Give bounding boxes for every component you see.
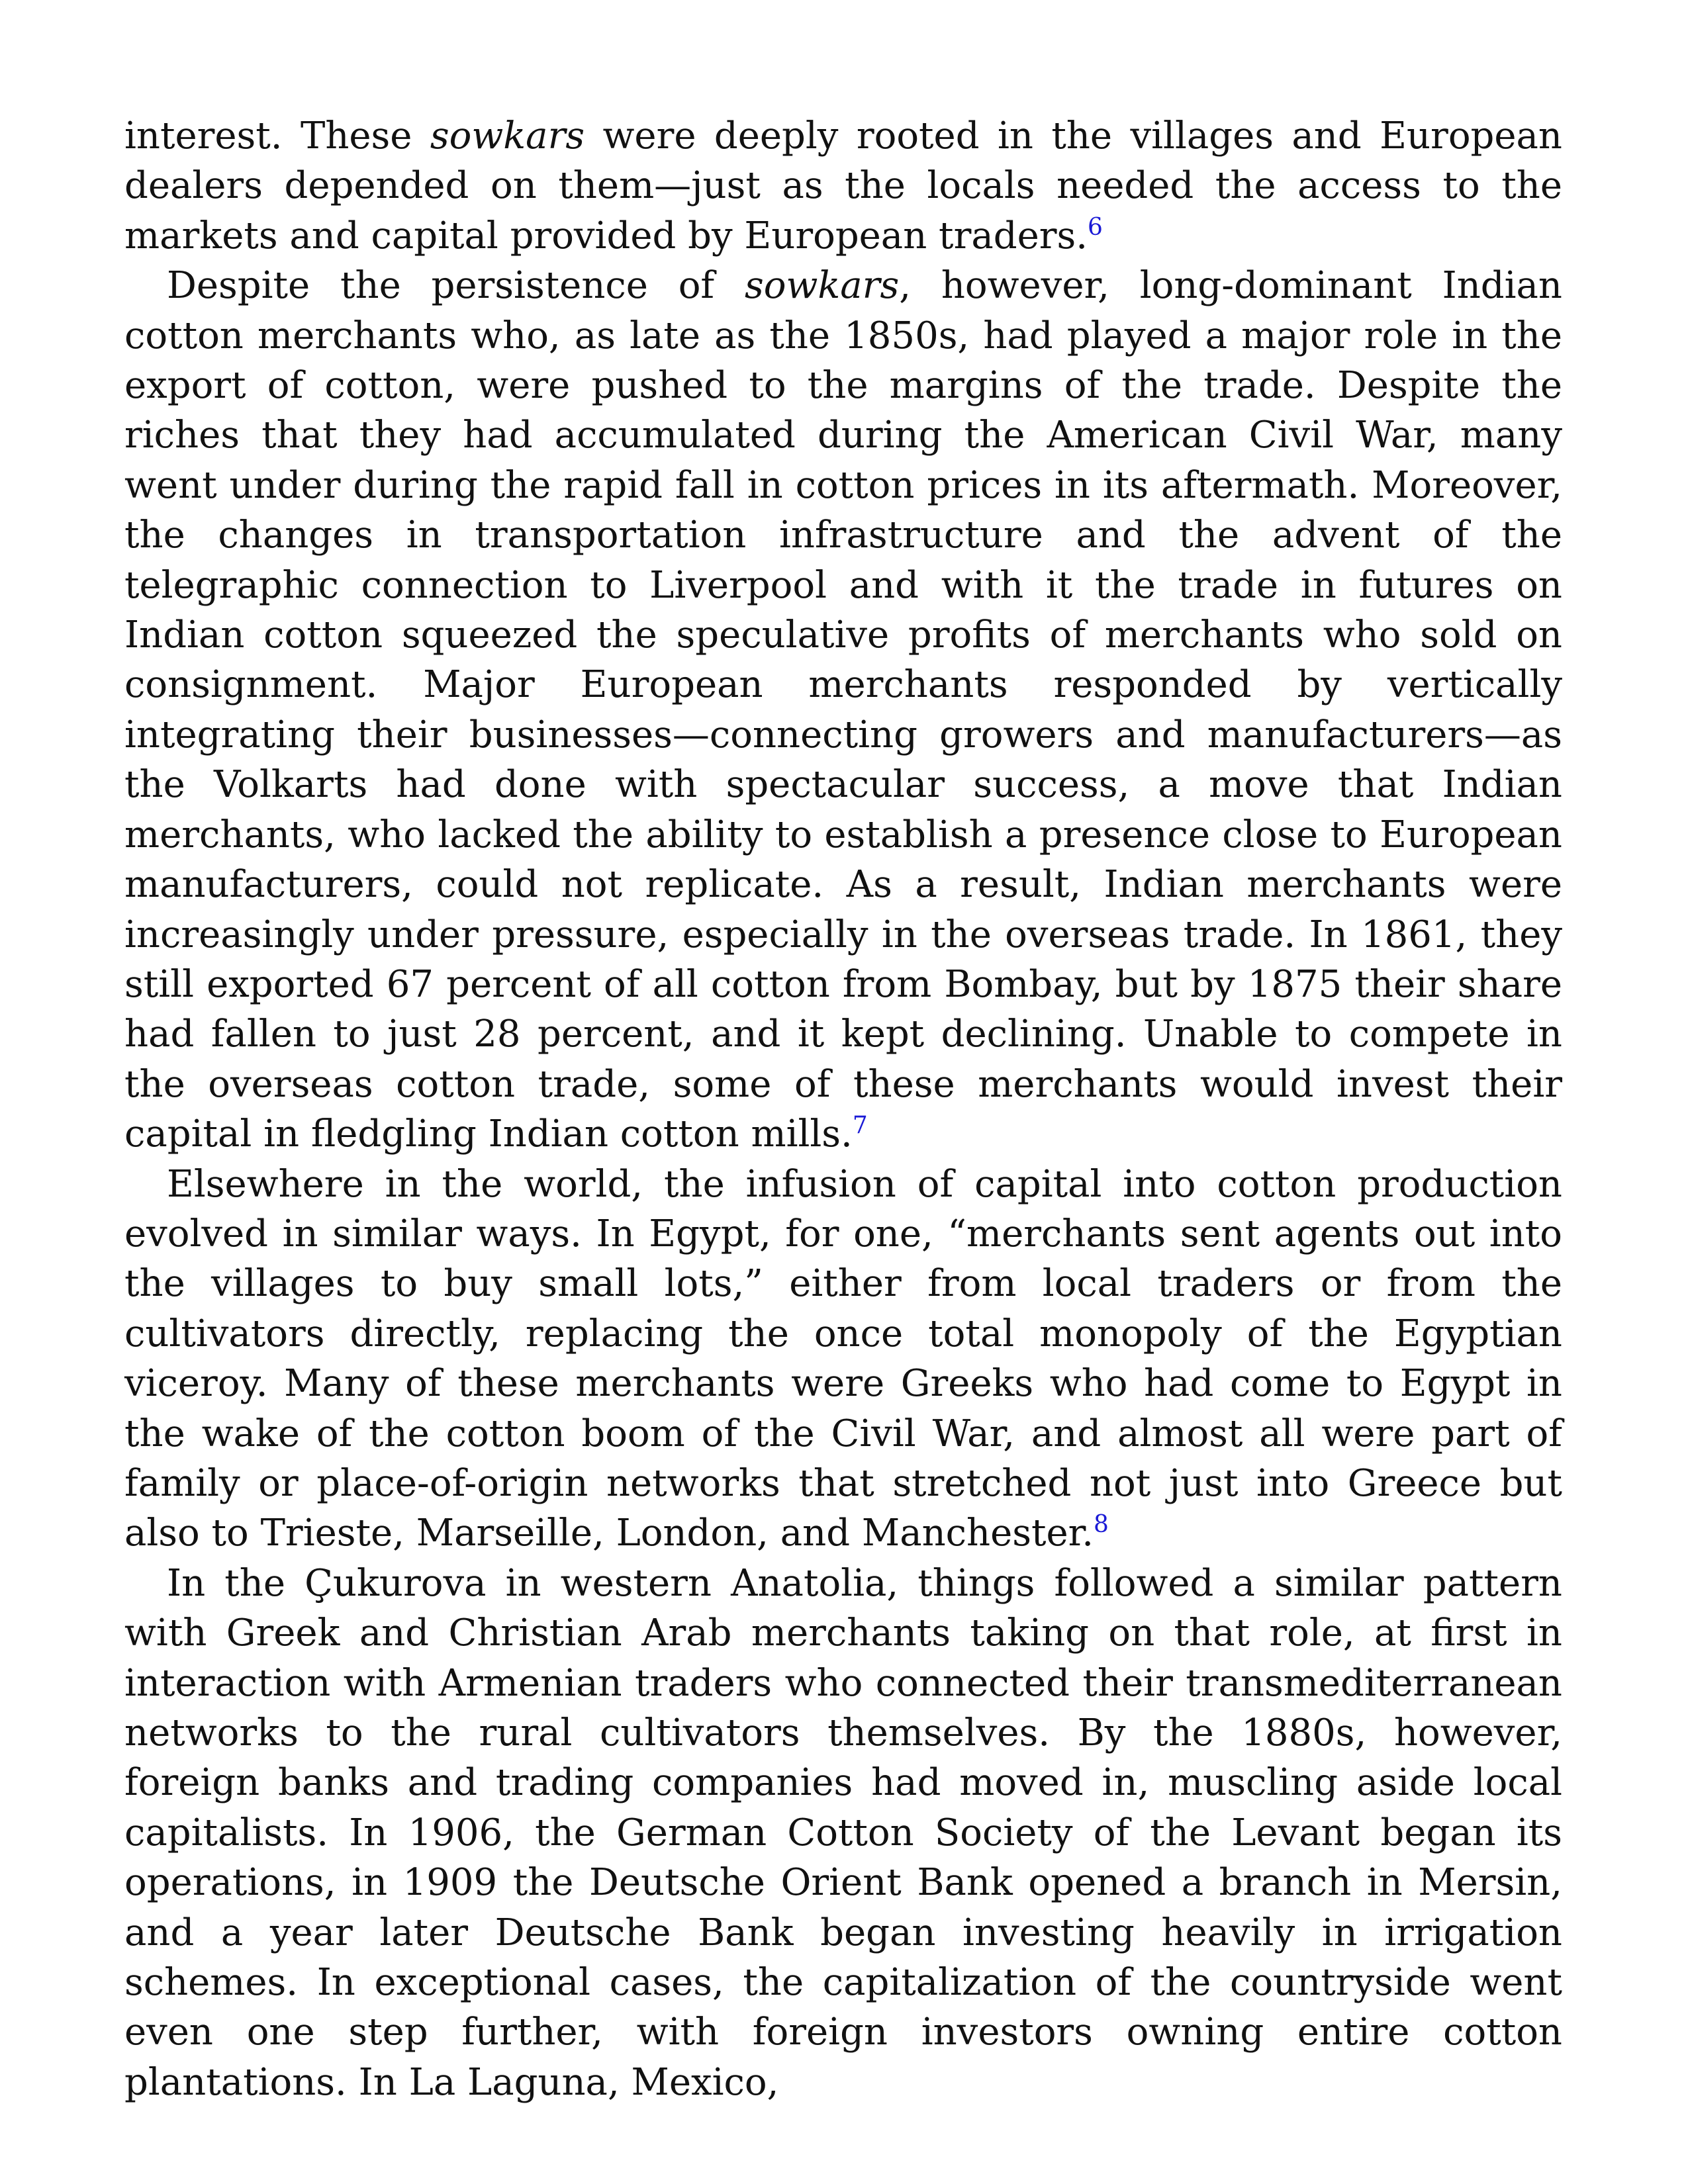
paragraph-text: , however, long-dominant Indian cotton merchants who, as late as the 1850s, had played a major role in the export of cotton, were pushed to the margins of the trade. Despite the riches that they had accumulated during the American Civil War, many went under during the rapid fall in cotton prices in its aftermath. Moreover, the changes in transportation infrastructure and the advent of the telegraphic connection to Liverpool and with it the trade in futures on Indian cotton squeezed the speculative profits of merchants who sold on consignment. Major European merchants responded by vertically integrating their businesses—connecting growers and manufacturers—as the Volkarts had done with spectacular success, a move that Indian merchants, who lacked the ability to establish a presence close to European manufacturers, could not replicate. As a result, Indian merchants were increasingly under pressure, especially in the overseas trade. In 1861, they still exported 67 percent of all cotton from Bombay, but by 1875 their share had fallen to just 28 percent, and it kept declining. Unable to compete in the overseas cotton trade, some of these merchants would invest their capital in fledgling Indian cotton mills. (124, 264, 1562, 1156)
paragraph-text: interest. These (124, 114, 430, 158)
italic-term: sowkars (430, 114, 585, 158)
italic-term: sowkars (744, 264, 900, 308)
paragraph (124, 1160, 1562, 1559)
paragraph (124, 111, 1562, 261)
paragraph-text: In the Çukurova in western Anatolia, things followed a similar pattern with Greek and Christian Arab merchants taking on that role, at first in interaction with Armenian traders who connected their transmediterranean networks to the rural cultivators themselves. By the 1880s, however, foreign banks and trading companies had moved in, muscling aside local capitalists. In 1906, the German Cotton Society of the Levant began its operations, in 1909 the Deutsche Orient Bank opened a branch in Mersin, and a year later Deutsche Bank began investing heavily in irrigation schemes. In exceptional cases, the capitalization of the countryside went even one step further, with foreign investors owning entire cotton plantations. In La Laguna, Mexico, (124, 1561, 1562, 2104)
paragraph (124, 1559, 1562, 2107)
footnote-marker[interactable]: 7 (852, 1112, 868, 1140)
paragraph (124, 261, 1562, 1159)
footnote-marker[interactable]: 6 (1088, 214, 1103, 242)
footnote-marker[interactable]: 8 (1094, 1511, 1109, 1539)
paragraph-text: Despite the persistence of (167, 264, 745, 308)
paragraph-text: were deeply rooted in the villages and European dealers depended on them—just as the locals needed the access to the markets and capital provided by European traders. (124, 114, 1562, 257)
document-page (124, 111, 1562, 2107)
paragraph-text: Elsewhere in the world, the infusion of capital into cotton production evolved in similar ways. In Egypt, for one, “merchants sent agents out into the villages to buy small lots,” either from local traders or from the cultivators directly, replacing the once total monopoly of the Egyptian viceroy. Many of these merchants were Greeks who had come to Egypt in the wake of the cotton boom of the Civil War, and almost all were part of family or place-of-origin networks that stretched not just into Greece but also to Trieste, Marseille, London, and Manchester. (124, 1162, 1562, 1555)
